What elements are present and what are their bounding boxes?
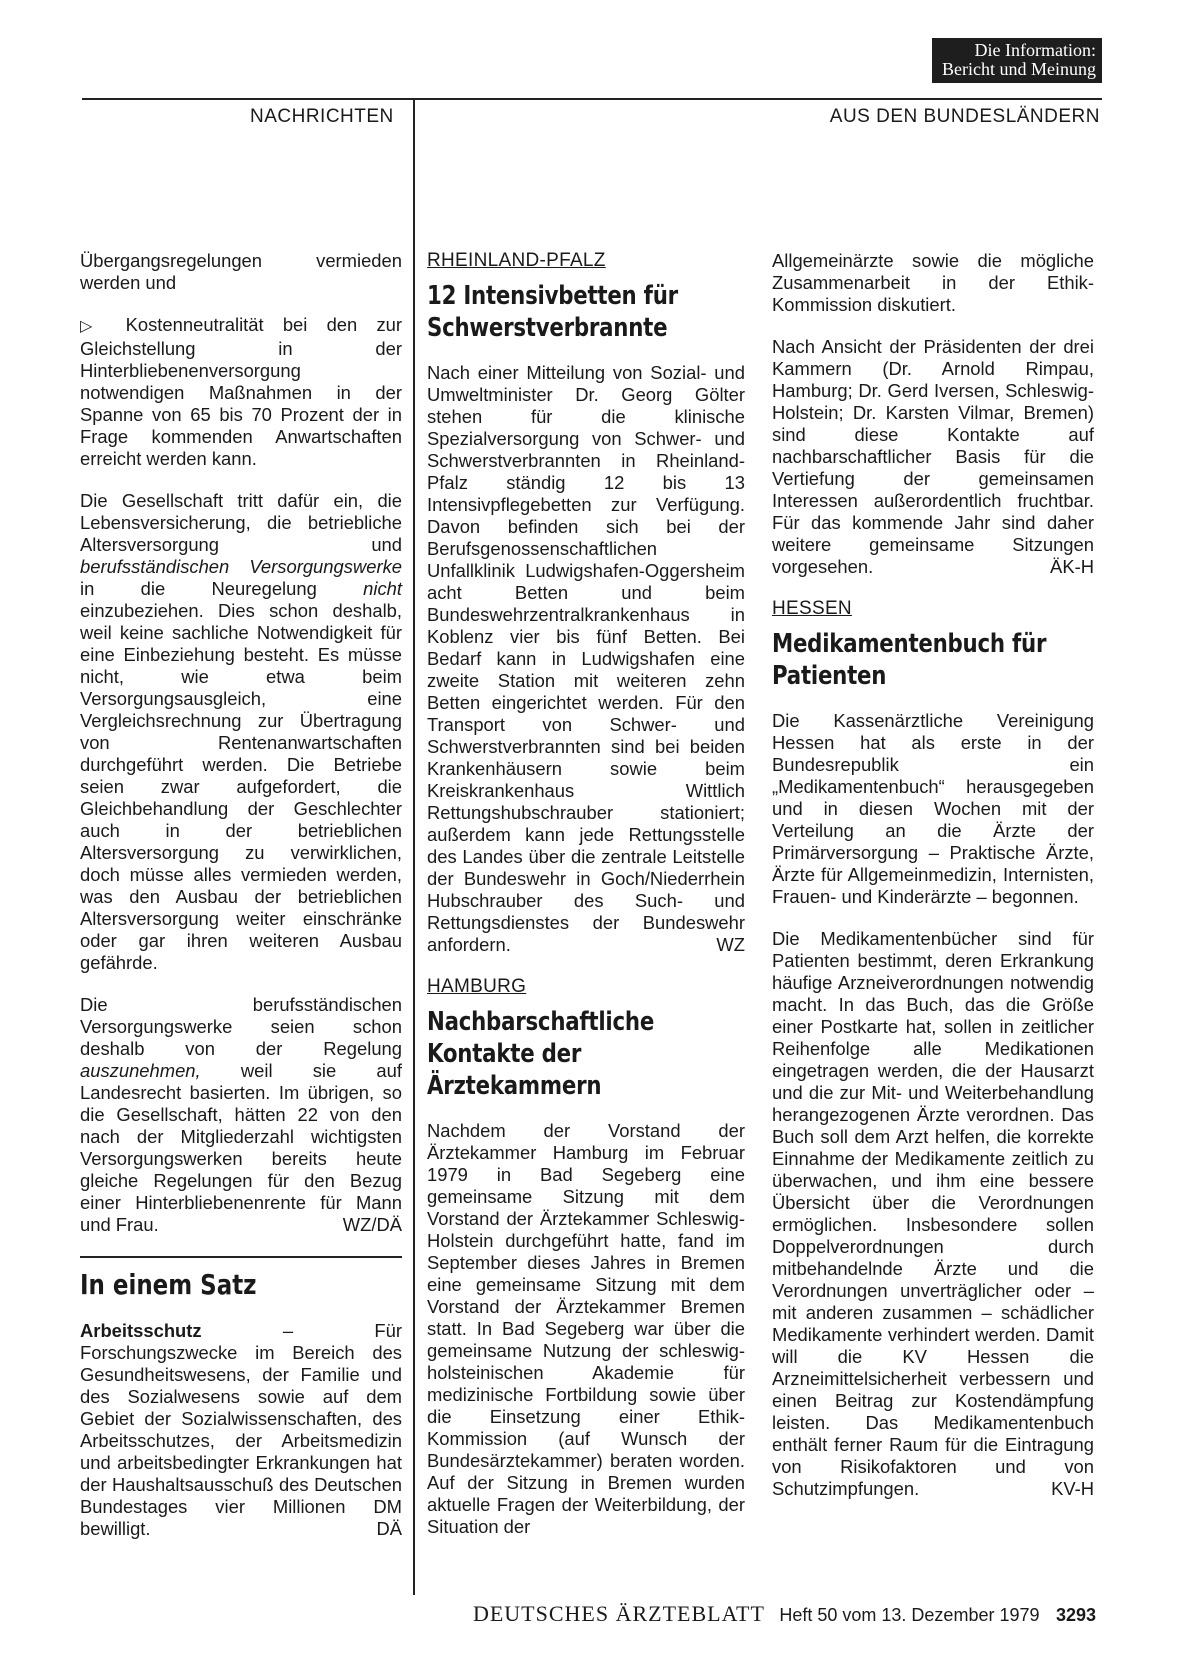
text-run: in die Neuregelung: [80, 578, 364, 599]
text-run: Die Medikamentenbücher sind für Patienten bestimmt, deren Erkrankung häufige Arzneiverordnungen notwendig macht. In das Buch, das die Größe einer Postkarte hat, sollen in zeitlicher Reihenfolge alle Medikationen eingetragen werden, die der Hausarzt und die zur Mit- und Weiterbehandlung herangezogenen Ärzte verordnen. Das Buch soll dem Arzt helfen, die korrekte Einnahme der Medikamente zeitlich zu überwachen, und ihm eine bessere Übersicht über die Verordnungen ermöglichen. Insbesondere sollen Doppelverordnungen durch mitbehandelnde Ärzte und die Verordnungen unverträglicher oder – mit anderen zusammen – schädlicher Medikamente verhindert werden. Damit will die KV Hessen die Arzneimittelsicherheit verbessern und einen Beitrag zur Kostendämpfung leisten. Das Medikamentenbuch enthält ferner Raum für die Eintragung von Risikofaktoren und von Schutzimpfungen.: [772, 928, 1094, 1499]
section-label-bundeslaender: AUS DEN BUNDESLÄNDERN: [829, 106, 1100, 127]
author-signature: KV-H: [1051, 1478, 1094, 1499]
paragraph: [80, 490, 402, 974]
emphasis: nicht: [363, 578, 402, 599]
text-run: Die berufsständischen Versorgungswerke seien schon deshalb von der Regelung: [80, 994, 402, 1059]
author-signature: WZ: [716, 934, 745, 955]
text-run: Die Gesellschaft tritt dafür ein, die Lebensversicherung, die betriebliche Altersversorgung und: [80, 490, 402, 555]
text-run: – Für Forschungszwecke im Bereich des Gesundheitswesens, der Familie und des Sozialwesens sowie auf dem Gebiet der Sozialwissenschaften, des Arbeitsschutzes, der Arbeitsmedizin und arbeitsbedingter Erkrankungen hat der Haushaltsausschuß des Deutschen Bundestages vier Millionen DM bewilligt.: [80, 1320, 402, 1539]
paragraph: Übergangsregelungen vermieden werden und: [80, 250, 402, 293]
journal-name: DEUTSCHES ÄRZTEBLATT: [472, 1601, 765, 1626]
paragraph: [772, 336, 1094, 578]
column-middle: [427, 250, 745, 1558]
header-rule: [82, 98, 1102, 100]
region-label: RHEINLAND-PFALZ: [427, 250, 606, 271]
lead-keyword: Arbeitsschutz: [80, 1320, 202, 1341]
text-run: einzubeziehen. Dies schon deshalb, weil keine sachliche Notwendigkeit für eine Einbeziehung besteht. Es müsse nicht, wie etwa beim Versorgungsausgleich, eine Vergleichsrechnung zur Übertragung von Rentenanwartschaften durchgeführt werden. Die Betriebe seien zwar aufgefordert, die Gleichbehandlung der Geschlechter auch in der betrieblichen Altersversorgung zu verwirklichen, doch müsse alles vermieden werden, was den Ausbau der betrieblichen Altersversorgung weiter einschränke oder gar ihren weiteren Ausbau gefährde.: [80, 600, 402, 973]
author-signature: WZ/DÄ: [342, 1214, 402, 1235]
badge-line-1: Die Information:: [974, 40, 1096, 60]
badge-line-2: Bericht und Meinung: [942, 59, 1096, 79]
paragraph: [80, 1320, 402, 1540]
paragraph: [80, 994, 402, 1236]
article-headline: 12 Intensivbetten für Schwerstverbrannte: [427, 281, 678, 343]
paragraph: [772, 928, 1094, 1500]
emphasis: berufsständischen Versorgungswerke: [80, 556, 402, 577]
article-headline: Nachbarschaftliche Kontakte der Ärztekammern: [427, 1007, 655, 1101]
author-signature: ÄK-H: [1050, 556, 1094, 577]
text-run: weil sie auf Landesrecht basierten. Im übrigen, so die Gesellschaft, hätten 22 von den nach der Mitgliederzahl wichtigsten Versorgungswerken bereits heute gleiche Regelungen für den Bezug einer Hinterbliebenenrente für Mann und Frau.: [80, 1060, 402, 1235]
section-badge: [932, 38, 1102, 83]
column-right: [772, 250, 1094, 1520]
paragraph: Allgemeinärzte sowie die mögliche Zusammenarbeit in der Ethik-Kommission diskutiert.: [772, 250, 1094, 315]
author-signature: DÄ: [376, 1518, 402, 1539]
section-rule: [80, 1256, 402, 1258]
paragraph: Nachdem der Vorstand der Ärztekammer Hamburg im Februar 1979 in Bad Segeberg eine gemeinsame Sitzung mit dem Vorstand der Ärztekammer Schleswig-Holstein durchgeführt hatte, fand im September dieses Jahres in Bremen eine gemeinsame Sitzung mit dem Vorstand der Ärztekammer Bremen statt. In Bad Segeberg war über die gemeinsame Nutzung der schleswig-holsteinischen Akademie für medizinische Fortbildung sowie über die Einsetzung einer Ethik-Kommission (auf Wunsch der Bundesärztekammer) beraten worden. Auf der Sitzung in Bremen wurden aktuelle Fragen der Weiterbildung, der Situation der: [427, 1120, 745, 1537]
section-label-nachrichten: NACHRICHTEN: [250, 106, 394, 127]
emphasis: auszunehmen,: [80, 1060, 201, 1081]
page-footer: [473, 1601, 1096, 1627]
section-title-in-einem-satz: In einem Satz: [80, 1268, 257, 1301]
triangle-bullet-icon: ▷: [80, 318, 107, 335]
page-number: 3293: [1055, 1605, 1096, 1625]
column-left: [80, 250, 402, 1560]
text-run: Nach einer Mitteilung von Sozial- und Umweltminister Dr. Georg Gölter stehen für die klinische Spezialversorgung von Schwer- und Schwerstverbrannten in Rheinland-Pfalz ständig 12 bis 13 Intensivpflegebetten zur Verfügung. Davon befinden sich bei der Berufsgenossenschaftlichen Unfallklinik Ludwigshafen-Oggersheim acht Betten und beim Bundeswehrzentralkrankenhaus in Koblenz vier bis fünf Betten. Bei Bedarf kann in Ludwigshafen eine zweite Station mit weiteren zehn Betten eingerichtet werden. Für den Transport von Schwer- und Schwerstverbrannten sind bei beiden Krankenhäusern sowie beim Kreiskrankenhaus Wittlich Rettungshubschrauber stationiert; außerdem kann jede Rettungsstelle des Landes über die zentrale Leitstelle der Bundeswehr in Goch/Niederrhein Hubschrauber des Such- und Rettungsdienstes der Bundeswehr anfordern.: [427, 362, 745, 955]
region-label: HESSEN: [772, 598, 852, 619]
article-headline: Medikamentenbuch für Patienten: [772, 629, 1047, 691]
paragraph: [427, 362, 745, 956]
issue-info: Heft 50 vom 13. Dezember 1979: [779, 1605, 1040, 1625]
bullet-paragraph: [80, 314, 402, 470]
bullet-text: Kostenneutralität bei den zur Gleichstellung in der Hinterbliebenenversorgung notwendigen Maßnahmen in der Spanne von 65 bis 70 Prozent der in Frage kommenden Anwartschaften erreicht werden kann.: [80, 314, 402, 469]
paragraph: Die Kassenärztliche Vereinigung Hessen hat als erste in der Bundesrepublik ein „Medikamentenbuch“ herausgegeben und in diesen Wochen mit der Verteilung an die Ärzte der Primärversorgung – Praktische Ärzte, Ärzte für Allgemeinmedizin, Internisten, Frauen- und Kinderärzte – begonnen.: [772, 710, 1094, 907]
region-label: HAMBURG: [427, 976, 527, 997]
text-run: Nach Ansicht der Präsidenten der drei Kammern (Dr. Arnold Rimpau, Hamburg; Dr. Gerd Iversen, Schleswig-Holstein; Dr. Karsten Vilmar, Bremen) sind diese Kontakte auf nachbarschaftlicher Basis für die Vertiefung der gemeinsamen Interessen außerordentlich fruchtbar. Für das kommende Jahr sind daher weitere gemeinsame Sitzungen vorgesehen.: [772, 336, 1094, 577]
column-divider: [413, 98, 415, 1595]
